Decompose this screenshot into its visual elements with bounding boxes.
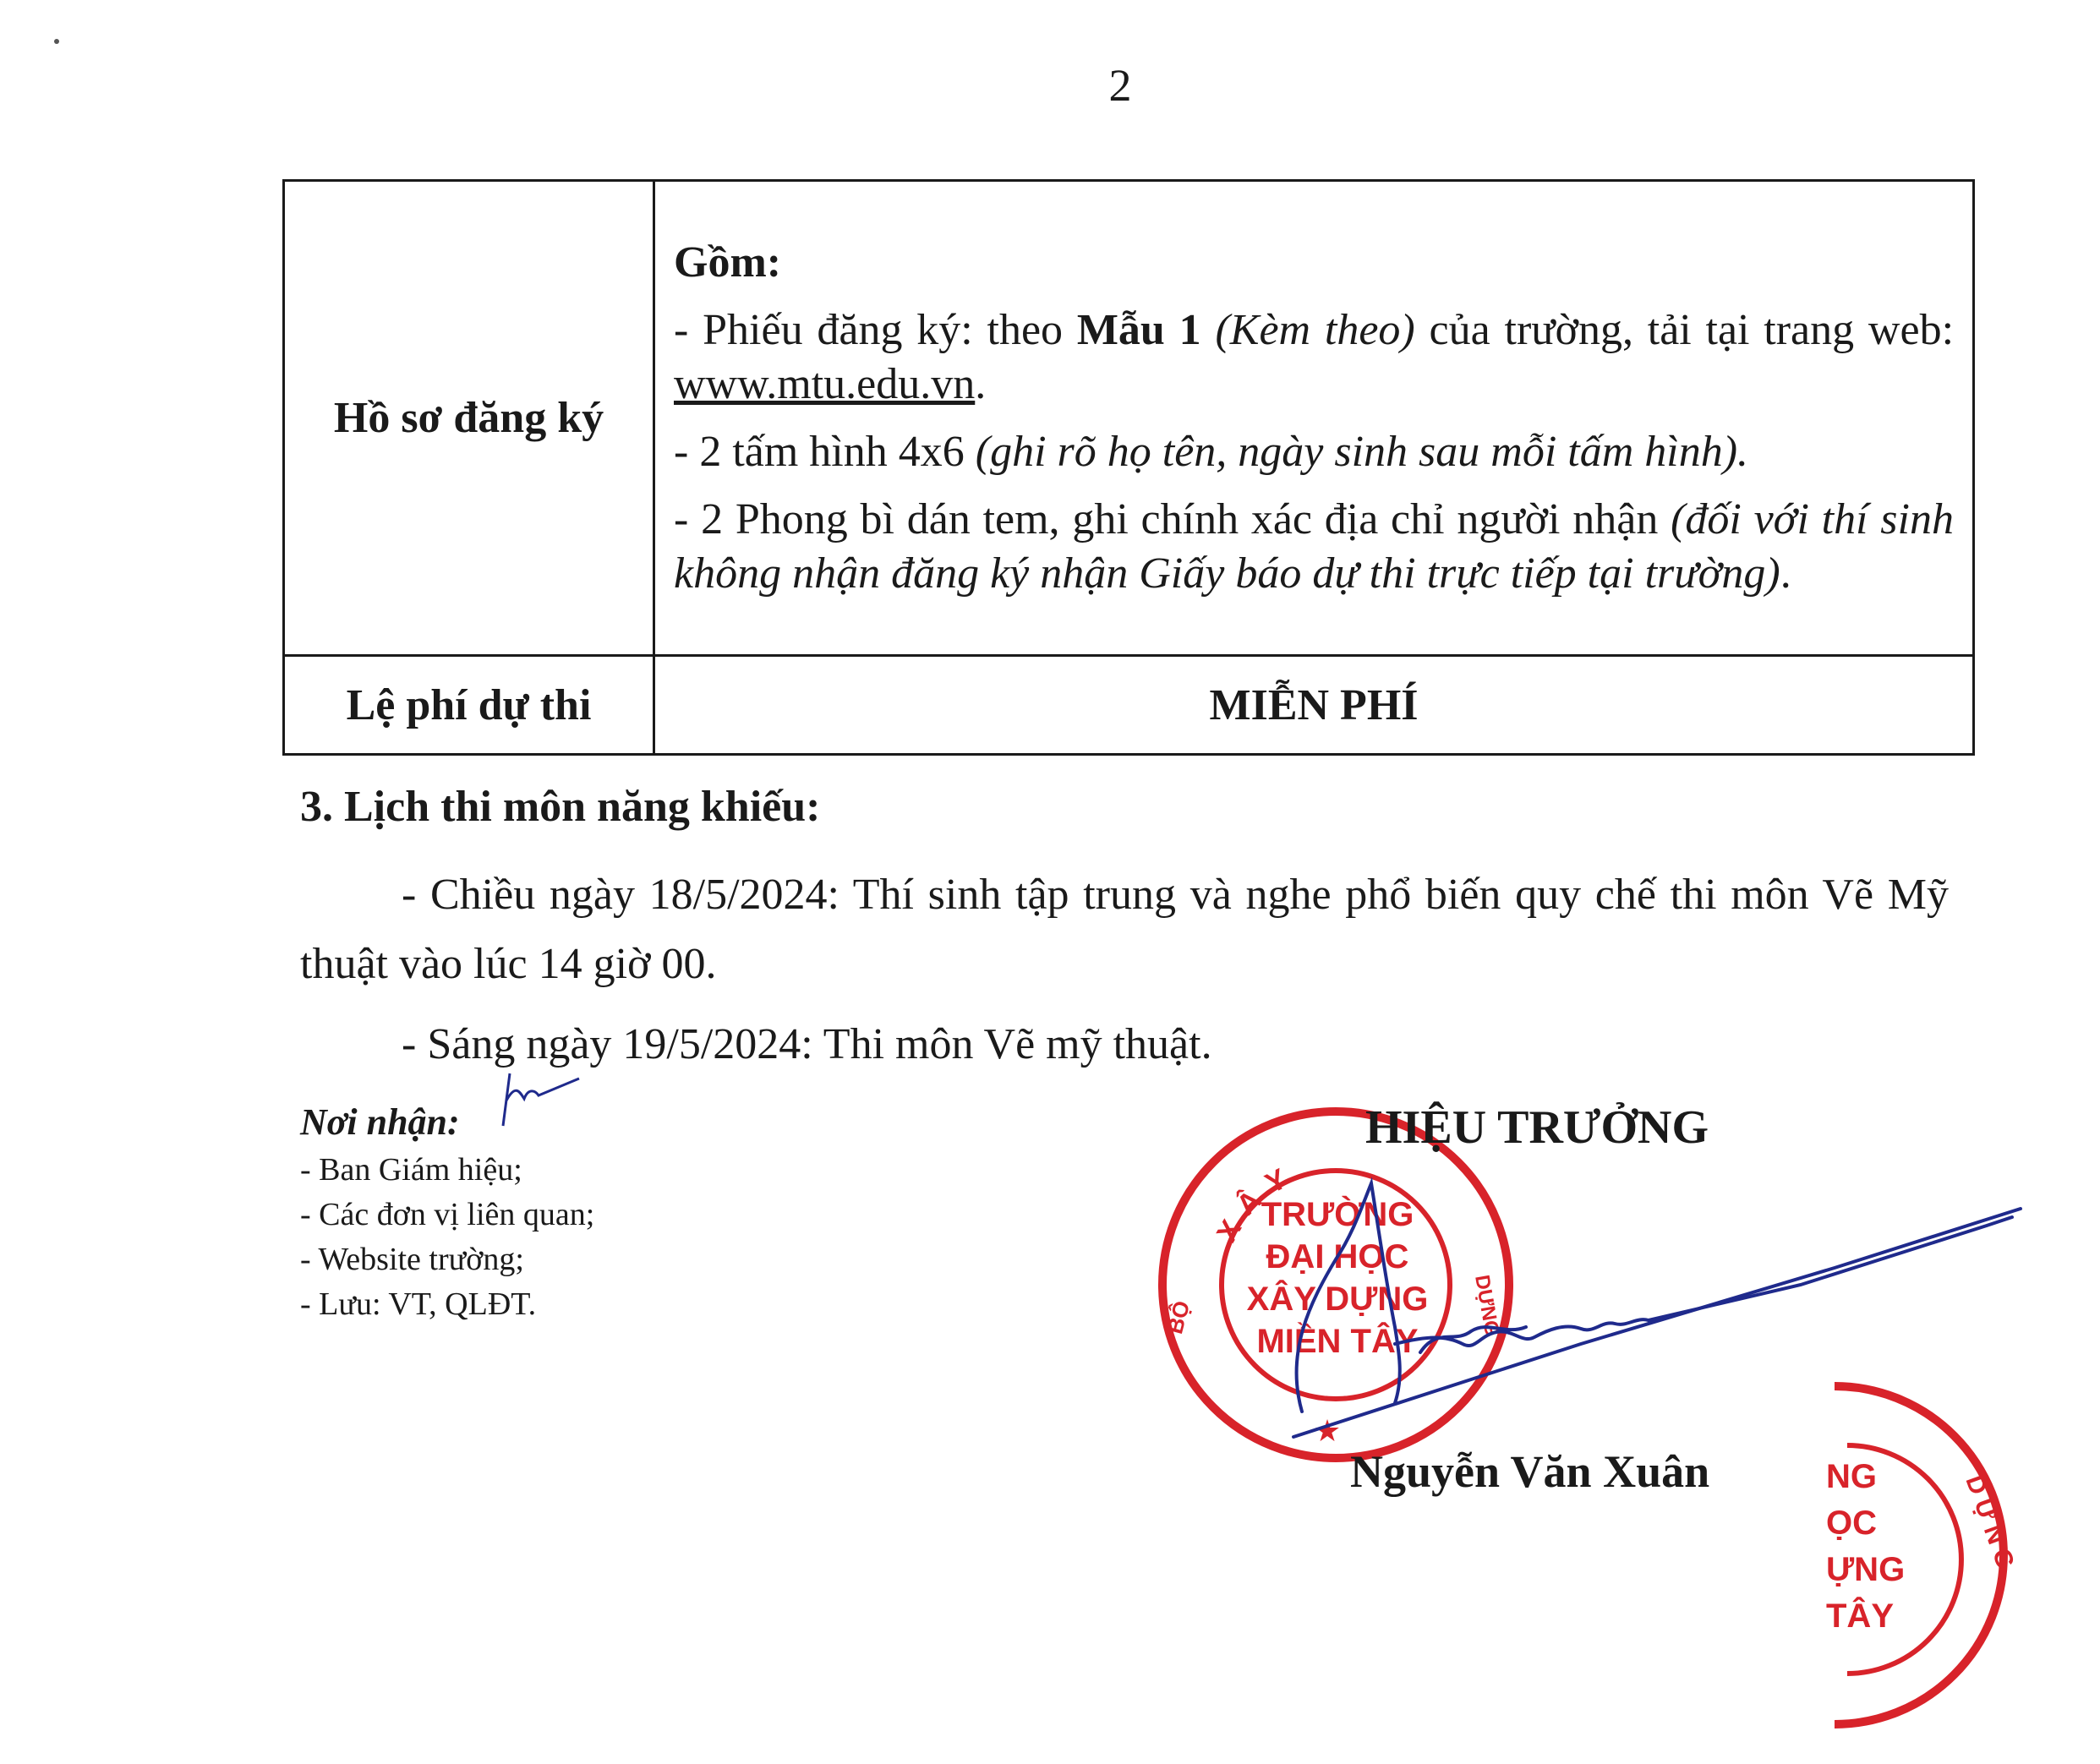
stamp-line-2: ĐẠI HỌC xyxy=(1266,1238,1409,1275)
partial-stamp-line-1: NG xyxy=(1826,1458,1877,1495)
list-item: - Website trường; xyxy=(300,1242,524,1277)
registration-content xyxy=(654,181,1974,656)
registration-heading: Gồm: xyxy=(674,238,782,287)
registration-label: Hồ sơ đăng ký xyxy=(284,181,654,656)
signer-name: Nguyễn Văn Xuân xyxy=(1350,1446,1710,1497)
schedule-paragraph-2: - Sáng ngày 19/5/2024: Thi môn Vẽ mỹ thuật. xyxy=(402,1020,1212,1068)
table-row-registration xyxy=(284,181,1974,656)
registration-item-envelopes: - 2 Phong bì dán tem, ghi chính xác địa chỉ người nhận (đối với thí sinh không nhận đăng ký nhận Giấy báo dự thi trực tiếp tại trường). xyxy=(674,494,1954,598)
partial-stamp-ring: DỰNG xyxy=(1960,1472,2022,1580)
registration-item-form: - Phiếu đăng ký: theo Mẫu 1 (Kèm theo) của trường, tải tại trang web: www.mtu.edu.vn. xyxy=(674,305,1955,408)
scan-speck xyxy=(54,39,59,44)
stamp-line-4: MIỀN TÂY xyxy=(1256,1323,1419,1360)
partial-stamp-line-2: ỌC xyxy=(1826,1505,1877,1542)
partial-stamp-line-3: ỰNG xyxy=(1826,1551,1906,1588)
list-item: - Các đơn vị liên quan; xyxy=(300,1197,595,1232)
initials-mark xyxy=(495,1067,588,1134)
section-title: 3. Lịch thi môn năng khiếu: xyxy=(300,783,821,831)
fee-label: Lệ phí dự thi xyxy=(284,656,654,755)
stamp-line-3: XÂY DỰNG xyxy=(1246,1281,1429,1318)
stamp-star-icon: ★ xyxy=(1313,1414,1342,1448)
recipients-list xyxy=(300,1148,594,1327)
website-link[interactable]: www.mtu.edu.vn xyxy=(674,359,976,408)
registration-table xyxy=(282,179,1975,756)
stamp-ring-right: DỰNG xyxy=(1470,1273,1504,1339)
stamp-ring-left: BỘ xyxy=(1162,1297,1195,1337)
list-item: - Lưu: VT, QLĐT. xyxy=(300,1286,537,1322)
stamp-ring-top: XÂY xyxy=(1210,1157,1303,1248)
registration-item-photos: - 2 tấm hình 4x6 (ghi rõ họ tên, ngày sinh sau mỗi tấm hình). xyxy=(674,427,1749,476)
table-row-fee xyxy=(284,656,1974,755)
partial-stamp-line-4: TÂY xyxy=(1826,1597,1894,1635)
recipients-title: Nơi nhận: xyxy=(300,1101,460,1143)
schedule-paragraph-1: - Chiều ngày 18/5/2024: Thí sinh tập trung và nghe phổ biến quy chế thi môn Vẽ Mỹ thuật vào lúc 14 giờ 00. xyxy=(300,871,1949,988)
fee-value: MIỄN PHÍ xyxy=(654,656,1974,755)
list-item: - Ban Giám hiệu; xyxy=(300,1152,522,1188)
stamp-line-1: TRƯỜNG xyxy=(1261,1196,1414,1233)
handwritten-signature xyxy=(1141,1133,2029,1471)
signature-title: HIỆU TRƯỞNG xyxy=(1365,1101,1709,1154)
page-number: 2 xyxy=(1108,60,1132,111)
